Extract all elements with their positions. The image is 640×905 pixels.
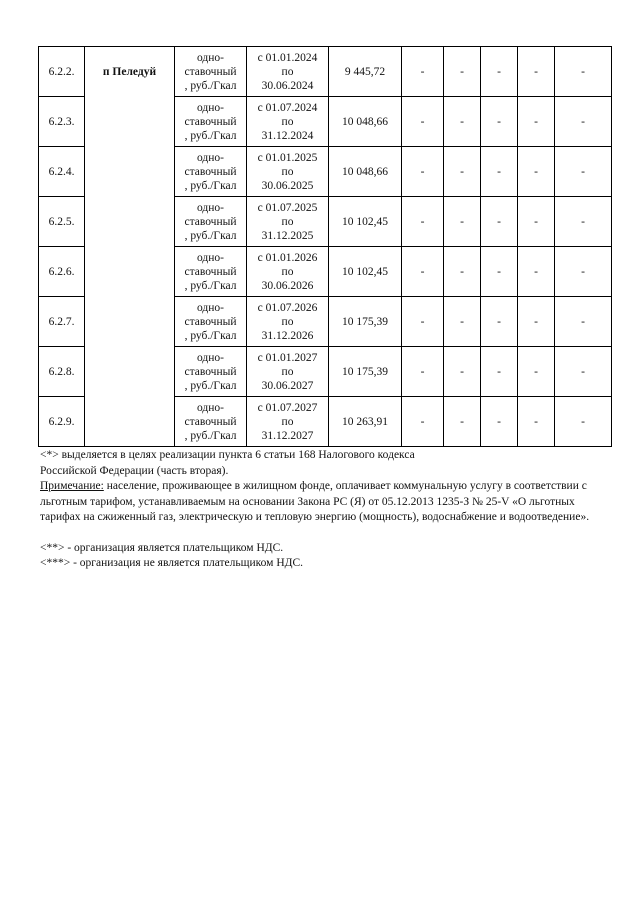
footnote-double-star: <**> - организация является плательщиком НДС. xyxy=(40,541,284,554)
empty-value-cell: - xyxy=(518,147,555,197)
tariff-value: 10 048,66 xyxy=(329,147,402,197)
tariff-unit: одно- ставочный , руб./Гкал xyxy=(175,397,247,447)
empty-value-cell: - xyxy=(518,297,555,347)
tariff-period: с 01.01.2026 по 30.06.2026 xyxy=(247,247,329,297)
tariff-table xyxy=(38,46,612,447)
tariff-unit: одно- ставочный , руб./Гкал xyxy=(175,197,247,247)
empty-value-cell: - xyxy=(444,147,481,197)
empty-value-cell: - xyxy=(402,197,444,247)
empty-value-cell: - xyxy=(555,197,612,247)
remark-text: население, проживающее в жилищном фонде, оплачивает коммунальную услугу в соответствии с льготным тарифом, устанавливаемым на основании Закона РС (Я) от 05.12.2013 1235-З № 25-V «О льготных тарифах на сжиженный газ, электрическую и тепловую энергию (мощность), водоснабжение и водоотведение». xyxy=(40,480,590,523)
empty-value-cell: - xyxy=(402,347,444,397)
empty-value-cell: - xyxy=(402,47,444,97)
tariff-period: с 01.07.2027 по 31.12.2027 xyxy=(247,397,329,447)
tariff-unit: одно- ставочный , руб./Гкал xyxy=(175,147,247,197)
empty-value-cell: - xyxy=(481,197,518,247)
empty-value-cell: - xyxy=(518,397,555,447)
tariff-value: 10 175,39 xyxy=(329,347,402,397)
tariff-value: 10 048,66 xyxy=(329,97,402,147)
row-number: 6.2.8. xyxy=(39,347,85,397)
footnotes xyxy=(40,448,600,572)
spacer xyxy=(40,526,600,541)
empty-value-cell: - xyxy=(444,397,481,447)
remark-label: Примечание: xyxy=(40,480,104,492)
settlement-name: п Пеледуй xyxy=(85,47,175,447)
empty-value-cell: - xyxy=(518,97,555,147)
row-number: 6.2.3. xyxy=(39,97,85,147)
tariff-value: 10 102,45 xyxy=(329,197,402,247)
empty-value-cell: - xyxy=(444,197,481,247)
tariff-period: с 01.07.2025 по 31.12.2025 xyxy=(247,197,329,247)
remark xyxy=(40,479,600,526)
table-row xyxy=(39,47,612,97)
empty-value-cell: - xyxy=(481,347,518,397)
empty-value-cell: - xyxy=(402,247,444,297)
tariff-unit: одно- ставочный , руб./Гкал xyxy=(175,97,247,147)
tariff-period: с 01.07.2026 по 31.12.2026 xyxy=(247,297,329,347)
empty-value-cell: - xyxy=(555,97,612,147)
tariff-period: с 01.07.2024 по 31.12.2024 xyxy=(247,97,329,147)
table-body xyxy=(39,47,612,447)
empty-value-cell: - xyxy=(518,247,555,297)
empty-value-cell: - xyxy=(555,297,612,347)
tariff-unit: одно- ставочный , руб./Гкал xyxy=(175,247,247,297)
tariff-unit: одно- ставочный , руб./Гкал xyxy=(175,47,247,97)
row-number: 6.2.6. xyxy=(39,247,85,297)
row-number: 6.2.7. xyxy=(39,297,85,347)
empty-value-cell: - xyxy=(481,47,518,97)
empty-value-cell: - xyxy=(555,397,612,447)
tariff-value: 10 102,45 xyxy=(329,247,402,297)
empty-value-cell: - xyxy=(555,47,612,97)
empty-value-cell: - xyxy=(402,97,444,147)
empty-value-cell: - xyxy=(518,347,555,397)
empty-value-cell: - xyxy=(402,297,444,347)
tariff-value: 9 445,72 xyxy=(329,47,402,97)
empty-value-cell: - xyxy=(481,147,518,197)
empty-value-cell: - xyxy=(444,347,481,397)
footnote-single-star-line2: Российской Федерации (часть вторая). xyxy=(40,464,229,477)
empty-value-cell: - xyxy=(481,397,518,447)
tariff-value: 10 175,39 xyxy=(329,297,402,347)
empty-value-cell: - xyxy=(402,397,444,447)
empty-value-cell: - xyxy=(444,97,481,147)
footnote-triple-star: <***> - организация не является плательщиком НДС. xyxy=(40,557,304,569)
empty-value-cell: - xyxy=(555,347,612,397)
tariff-period: с 01.01.2025 по 30.06.2025 xyxy=(247,147,329,197)
row-number: 6.2.4. xyxy=(39,147,85,197)
tariff-period: с 01.01.2027 по 30.06.2027 xyxy=(247,347,329,397)
tariff-unit: одно- ставочный , руб./Гкал xyxy=(175,347,247,397)
empty-value-cell: - xyxy=(481,247,518,297)
row-number: 6.2.2. xyxy=(39,47,85,97)
tariff-value: 10 263,91 xyxy=(329,397,402,447)
empty-value-cell: - xyxy=(555,247,612,297)
empty-value-cell: - xyxy=(518,197,555,247)
row-number: 6.2.5. xyxy=(39,197,85,247)
empty-value-cell: - xyxy=(555,147,612,197)
empty-value-cell: - xyxy=(444,47,481,97)
empty-value-cell: - xyxy=(481,297,518,347)
empty-value-cell: - xyxy=(444,297,481,347)
empty-value-cell: - xyxy=(444,247,481,297)
tariff-unit: одно- ставочный , руб./Гкал xyxy=(175,297,247,347)
empty-value-cell: - xyxy=(481,97,518,147)
empty-value-cell: - xyxy=(518,47,555,97)
footnote-single-star-line1: <*> выделяется в целях реализации пункта 6 статьи 168 Налогового кодекса xyxy=(40,449,415,461)
empty-value-cell: - xyxy=(402,147,444,197)
row-number: 6.2.9. xyxy=(39,397,85,447)
tariff-period: с 01.01.2024 по 30.06.2024 xyxy=(247,47,329,97)
